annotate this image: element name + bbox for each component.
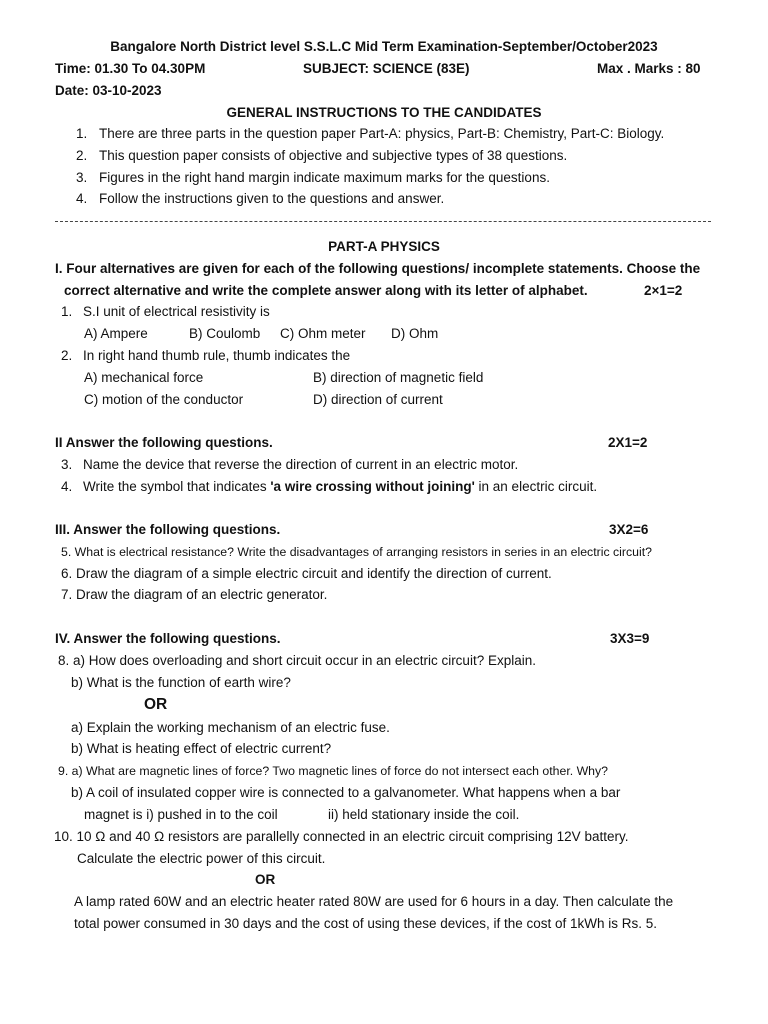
exam-max-marks: Max . Marks : 80 (597, 61, 701, 76)
question-10-cont: Calculate the electric power of this circuit. (77, 851, 326, 866)
question-number: 1. (61, 304, 73, 319)
section-4-heading: IV. Answer the following questions. (55, 631, 281, 646)
question-4-emphasis: 'a wire crossing without joining' (270, 479, 475, 494)
section-3-marks: 3X2=6 (609, 522, 649, 537)
question-10: 10. 10 Ω and 40 Ω resistors are parallelly connected in an electric circuit comprising 12V battery. (54, 829, 629, 844)
section-2-heading: II Answer the following questions. (55, 435, 273, 450)
question-8a: 8. a) How does overloading and short circuit occur in an electric circuit? Explain. (58, 653, 536, 668)
question-9b-option-2: ii) held stationary inside the coil. (328, 807, 520, 822)
q1-option-d: D) Ohm (391, 326, 439, 341)
question-2: In right hand thumb rule, thumb indicates the (83, 348, 351, 363)
exam-date: Date: 03-10-2023 (55, 83, 162, 98)
instruction-item: Figures in the right hand margin indicate maximum marks for the questions. (99, 170, 550, 185)
instruction-item: Follow the instructions given to the questions and answer. (99, 191, 445, 206)
q1-option-b: B) Coulomb (189, 326, 261, 341)
q2-option-c: C) motion of the conductor (84, 392, 244, 407)
question-4-text-end: in an electric circuit. (474, 479, 598, 494)
question-7: 7. Draw the diagram of an electric generator. (61, 587, 328, 602)
instruction-item: There are three parts in the question paper Part-A: physics, Part-B: Chemistry, Part-C: Biology. (99, 126, 665, 141)
section-1-marks: 2×1=2 (644, 283, 683, 298)
q2-option-d: D) direction of current (313, 392, 443, 407)
question-number: 2. (61, 348, 73, 363)
instruction-number: 3. (76, 170, 88, 185)
or-separator: OR (255, 872, 276, 887)
section-1-instruction: I. Four alternatives are given for each of the following questions/ incomplete statements. Choose the (55, 261, 701, 276)
question-9a: 9. a) What are magnetic lines of force? Two magnetic lines of force do not intersect each other. Why? (58, 764, 608, 778)
question-8b: b) What is the function of earth wire? (71, 675, 291, 690)
exam-subject: SUBJECT: SCIENCE (83E) (303, 61, 470, 76)
section-4-marks: 3X3=9 (610, 631, 650, 646)
question-6: 6. Draw the diagram of a simple electric circuit and identify the direction of current. (61, 566, 552, 581)
or-separator: OR (144, 696, 168, 713)
question-9b-option-1: magnet is i) pushed in to the coil (84, 807, 278, 822)
question-number: 4. (61, 479, 73, 494)
dashed-divider (55, 221, 711, 222)
question-10-alt: A lamp rated 60W and an electric heater rated 80W are used for 6 hours in a day. Then calculate the (74, 894, 674, 909)
q2-option-a: A) mechanical force (84, 370, 204, 385)
question-8-alt-b: b) What is heating effect of electric current? (71, 741, 332, 756)
q1-option-a: A) Ampere (84, 326, 148, 341)
question-4-text: Write the symbol that indicates (83, 479, 271, 494)
instruction-number: 2. (76, 148, 88, 163)
q2-option-b: B) direction of magnetic field (313, 370, 484, 385)
q1-option-c: C) Ohm meter (280, 326, 366, 341)
exam-time: Time: 01.30 To 04.30PM (55, 61, 206, 76)
section-2-marks: 2X1=2 (608, 435, 648, 450)
instructions-heading: GENERAL INSTRUCTIONS TO THE CANDIDATES (226, 105, 542, 120)
section-1-instruction-cont: correct alternative and write the complete answer along with its letter of alphabet. (64, 283, 588, 298)
question-8-alt-a: a) Explain the working mechanism of an electric fuse. (71, 720, 390, 735)
question-10-alt-cont: total power consumed in 30 days and the cost of using these devices, if the cost of 1kWh is Rs. 5. (74, 916, 658, 931)
part-a-heading: PART-A PHYSICS (328, 239, 440, 254)
question-number: 3. (61, 457, 73, 472)
question-5: 5. What is electrical resistance? Write the disadvantages of arranging resistors in series in an electric circuit? (61, 545, 652, 559)
instruction-number: 4. (76, 191, 88, 206)
instruction-item: This question paper consists of objective and subjective types of 38 questions. (99, 148, 568, 163)
instruction-number: 1. (76, 126, 88, 141)
exam-title: Bangalore North District level S.S.L.C Mid Term Examination-September/October2023 (110, 39, 658, 54)
question-9b: b) A coil of insulated copper wire is connected to a galvanometer. What happens when a bar (71, 785, 621, 800)
section-3-heading: III. Answer the following questions. (55, 522, 281, 537)
question-3: Name the device that reverse the direction of current in an electric motor. (83, 457, 519, 472)
question-4 (83, 478, 597, 496)
question-1: S.I unit of electrical resistivity is (83, 304, 270, 319)
